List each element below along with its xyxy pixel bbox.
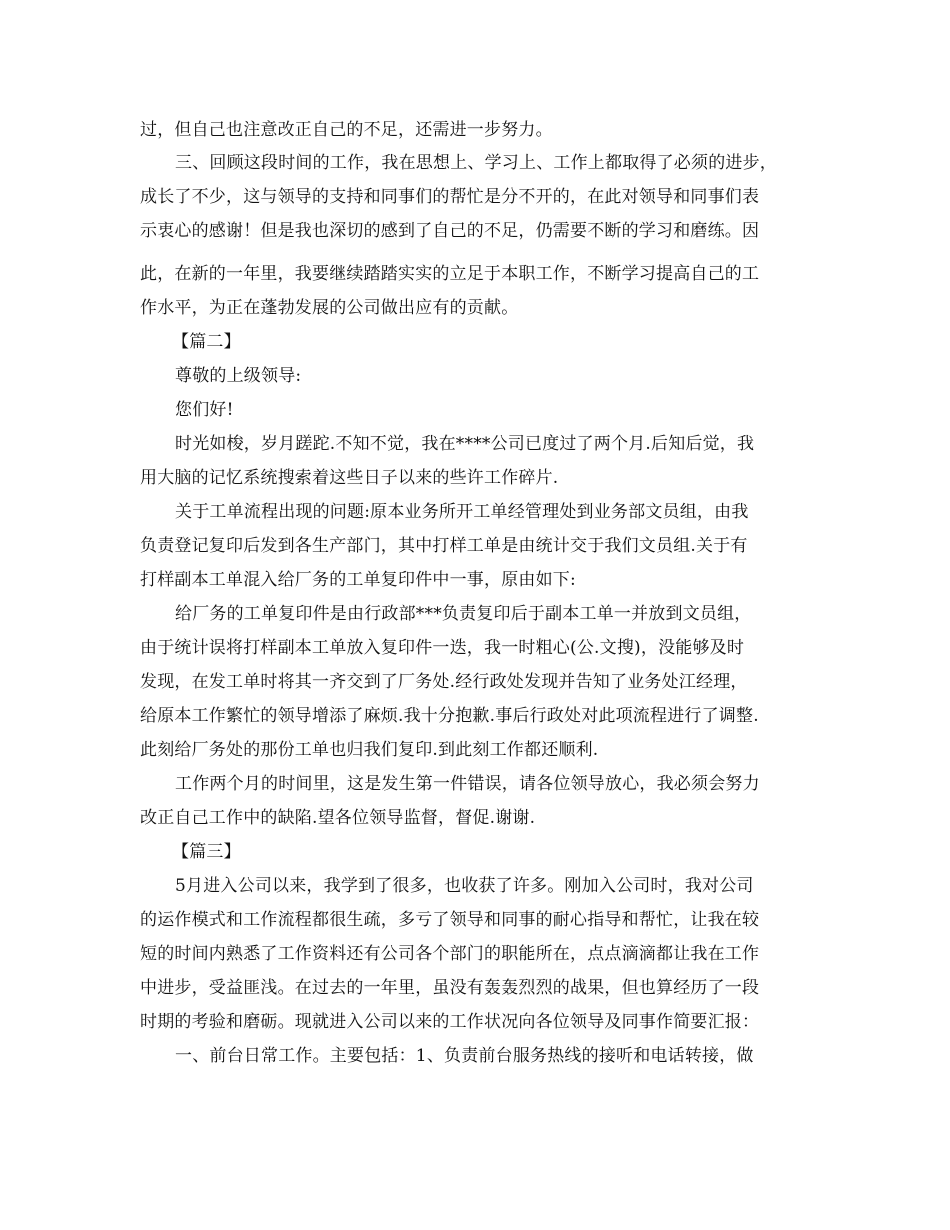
paragraph-line: 关于工单流程出现的问题:原本业务所开工单经管理处到业务部文员组，由我 [175,502,749,522]
paragraph-line: 此刻给厂务处的那份工单也归我们复印.到此刻工作都还顺利. [140,740,599,760]
paragraph-line: 成长了不少，这与领导的支持和同事们的帮忙是分不开的，在此对领导和同事们表 [140,187,760,207]
paragraph-line: 作水平，为正在蓬勃发展的公司做出应有的贡献。 [140,298,519,318]
paragraph-line: 给原本工作繁忙的领导增添了麻烦.我十分抱歉.事后行政处对此项流程进行了调整. [140,706,759,726]
greeting: 您们好! [175,400,234,420]
paragraph-line: 发现，在发工单时将其一齐交到了厂务处.经行政处发现并告知了业务处江经理， [140,672,748,692]
paragraph-line: 用大脑的记忆系统搜索着这些日子以来的些许工作碎片. [140,468,559,488]
paragraph-line: 过，但自己也注意改正自己的不足，还需进一步努力。 [140,120,553,140]
paragraph-line: 打样副本工单混入给厂务的工单复印件中一事，原由如下: [140,570,576,590]
paragraph-line: 5月进入公司以来，我学到了很多，也收获了许多。刚加入公司时，我对公司 [175,876,754,896]
paragraph-line: 短的时间内熟悉了工作资料还有公司各个部门的职能所在，点点滴滴都让我在工作 [140,944,760,964]
paragraph-line: 此，在新的一年里，我要继续踏踏实实的立足于本职工作，不断学习提高自己的工 [140,264,760,284]
paragraph-line: 中进步，受益匪浅。在过去的一年里，虽没有轰轰烈烈的战果，但也算经历了一段 [140,978,760,998]
paragraph-line: 由于统计误将打样副本工单放入复印件一迭，我一时粗心(公.文搜)，没能够及时 [140,638,745,658]
paragraph-line: 示衷心的感谢！但是我也深切的感到了自己的不足，仍需要不断的学习和磨练。因 [140,221,760,241]
paragraph-line: 改正自己工作中的缺陷.望各位领导监督，督促.谢谢. [140,808,536,828]
paragraph-line: 的运作模式和工作流程都很生疏，多亏了领导和同事的耐心指导和帮忙，让我在较 [140,910,760,930]
paragraph-line: 负责登记复印后发到各生产部门，其中打样工单是由统计交于我们文员组.关于有 [140,536,748,556]
paragraph-line: 一、前台日常工作。主要包括：1、负责前台服务热线的接听和电话转接，做 [175,1046,754,1066]
section-heading: 【篇三】 [172,842,241,862]
salutation: 尊敬的上级领导: [175,366,302,386]
section-heading: 【篇二】 [172,332,241,352]
paragraph-line: 时期的考验和磨砺。现就进入公司以来的工作状况向各位领导及同事作简要汇报： [140,1012,760,1032]
paragraph-line: 时光如梭，岁月蹉跎.不知不觉，我在****公司已度过了两个月.后知后觉，我 [175,434,755,454]
paragraph-line: 给厂务的工单复印件是由行政部***负责复印后于副本工单一并放到文员组， [175,604,752,624]
paragraph-line: 三、回顾这段时间的工作，我在思想上、学习上、工作上都取得了必须的进步， [175,153,777,173]
paragraph-line: 工作两个月的时间里，这是发生第一件错误，请各位领导放心，我必须会努力 [175,774,760,794]
